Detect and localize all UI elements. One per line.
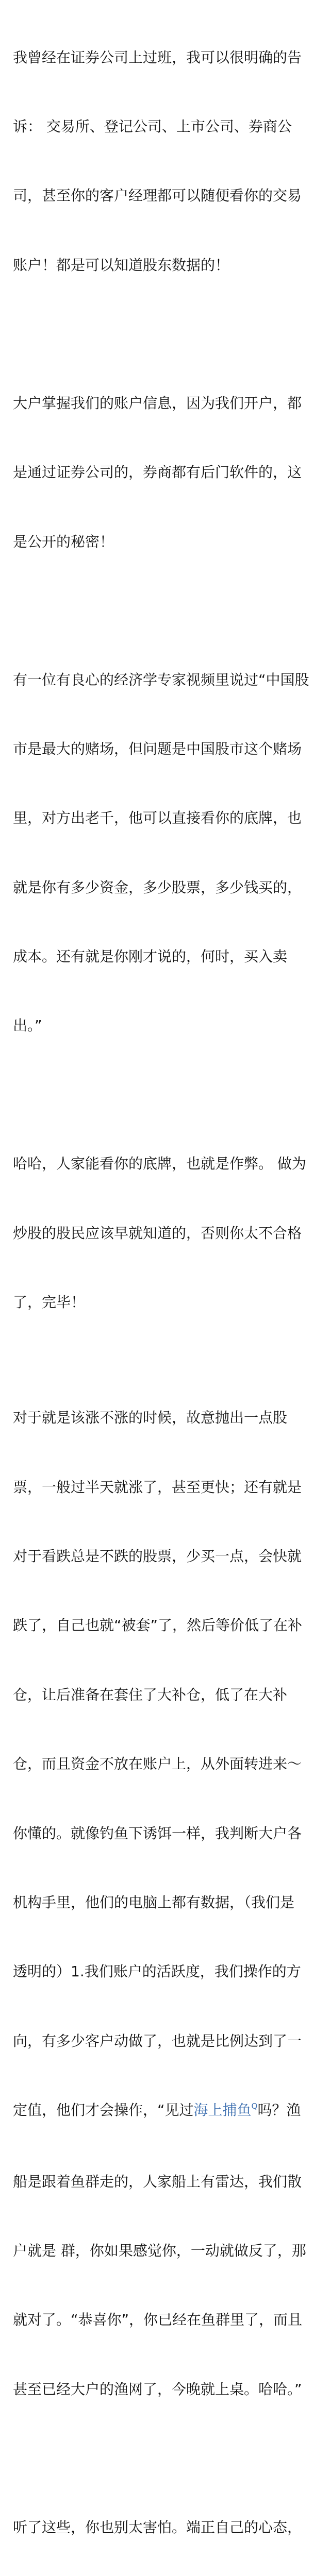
text-line: 仓，而且资金不放在账户上，从外面转进来～ (13, 1755, 302, 1773)
paragraph-3 (13, 622, 326, 1084)
text-line: 对于看跌总是不跌的股票，少买一点，会快就 (13, 1548, 302, 1565)
text-line: 是公开的秘密！ (13, 533, 114, 550)
text-line: 诉： 交易所、登记公司、上市公司、券商公 (13, 117, 292, 135)
text-line: 透明的）1.我们账户的活跃度，我们操作的方 (13, 1963, 301, 1980)
text-line: 了，完毕！ (13, 1294, 86, 1311)
paragraph-1 (13, 0, 326, 323)
paragraph-gap (13, 323, 326, 346)
text-line: 司，甚至你的客户经理都可以随便看你的交易 (13, 187, 302, 205)
paragraph-2 (13, 346, 326, 600)
text-line: 船是跟着鱼群走的，人家船上有雷达，我们散 (13, 2173, 302, 2190)
text-line: 是通过证券公司的，券商都有后门软件的，这 (13, 464, 302, 481)
text-line: 市是最大的赌场，但问题是中国股市这个赌场 (13, 740, 302, 757)
text-line: 我曾经在证券公司上过班，我可以很明确的告 (13, 48, 302, 66)
text-line: 向，有多少客户动做了，也就是比例达到了一 (13, 2032, 302, 2049)
paragraph-5 (13, 1361, 326, 2447)
text-fragment: 吗？渔 (257, 2102, 301, 2119)
paragraph-gap (13, 2447, 326, 2470)
text-line: 票，一般过半天就涨了，甚至更快；还有就是 (13, 1478, 302, 1496)
paragraph-4 (13, 1107, 326, 1361)
text-line: 户就是 群，你如果感觉你，一动就做反了，那 (13, 2242, 306, 2259)
paragraph-gap (13, 1084, 326, 1107)
text-line: 账户！都是可以知道股东数据的！ (13, 256, 230, 274)
text-line-with-link (13, 2099, 326, 2124)
paragraph-gap (13, 600, 326, 622)
text-line: 甚至已经大户的渔网了，今晚就上桌。哈哈。” (13, 2380, 302, 2398)
text-line: 有一位有良心的经济学专家视频里说过“中国股 (13, 671, 309, 688)
text-line: 成本。还有就是你刚才说的，何时，买入卖 (13, 948, 288, 965)
text-line: 对于就是该涨不涨的时候，故意抛出一点股 (13, 1409, 288, 1427)
text-line: 跌了，自己也就“被套”了，然后等价低了在补 (13, 1617, 303, 1634)
text-line: 机构手里，他们的电脑上都有数据，（我们是 (13, 1893, 295, 1911)
text-line: 炒股的股民应该早就知道的，否则你太不合格 (13, 1224, 302, 1242)
text-fragment: 定值，他们才会操作，“见过 (13, 2102, 194, 2119)
text-line: 就是你有多少资金，多少股票，多少钱买的， (13, 878, 302, 896)
text-line: 哈哈，人家能看你的底牌，也就是作弊。 做为 (13, 1155, 306, 1173)
search-icon[interactable]: Q (251, 2102, 258, 2111)
text-line: 听了这些，你也别太害怕。端正自己的心态， (13, 2518, 302, 2536)
text-line: 出。” (13, 1017, 42, 1035)
text-line: 仓，让后准备在套住了大补仓，低了在大补 (13, 1686, 288, 1703)
search-link-haishang-buyu[interactable]: 海上捕鱼 (193, 2102, 252, 2119)
text-line: 你懂的。就像钓鱼下诱饵一样，我判断大户各 (13, 1824, 302, 1842)
paragraph-6 (13, 2470, 326, 2576)
text-line: 大户掌握我们的账户信息，因为我们开户，都 (13, 394, 302, 412)
text-line: 里，对方出老千，他可以直接看你的底牌，也 (13, 809, 302, 827)
text-line: 就对了。“恭喜你”，你已经在鱼群里了，而且 (13, 2311, 303, 2329)
